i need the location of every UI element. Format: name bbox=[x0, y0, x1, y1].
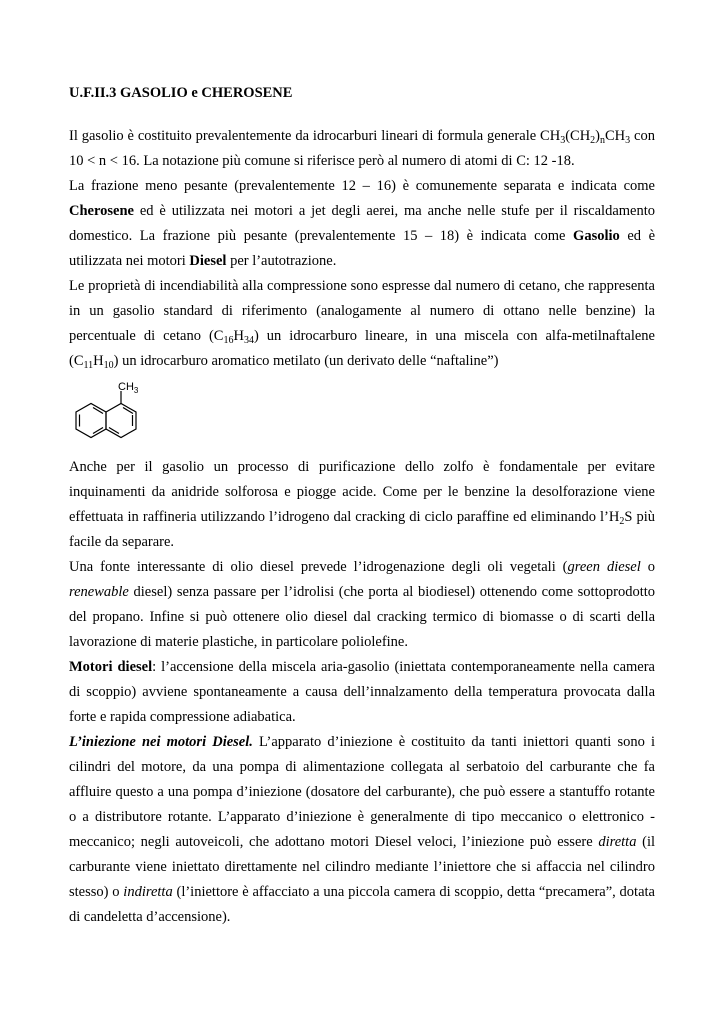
subscript: 3 bbox=[560, 135, 566, 146]
subscript: 16 bbox=[223, 335, 234, 346]
subscript: 3 bbox=[625, 135, 631, 146]
double-bond bbox=[93, 428, 103, 434]
methyl-label: $CH_3$ bbox=[118, 381, 139, 395]
paragraph-frazioni bbox=[69, 174, 655, 274]
text-run: diesel) senza passare per l’idrolisi (che porta al biodiesel) ottenendo come sottoprodotto del propano. Infine si può ottenere olio diesel dal cracking termico di biomasse o di scarti della lavorazione di materie plastiche, in particolare poliolefine. bbox=[69, 584, 655, 650]
bold-term: Diesel bbox=[189, 253, 227, 269]
benzene-ring-right bbox=[106, 404, 136, 438]
text-run: H bbox=[93, 353, 104, 369]
double-bond bbox=[109, 428, 119, 434]
text-run: o bbox=[640, 559, 655, 575]
bold-italic-term: L’iniezione nei motori Diesel. bbox=[69, 734, 253, 750]
text-run: La frazione meno pesante (prevalentemente 12 – 16) è comunemente separata e indicata come bbox=[69, 178, 655, 194]
section-title: U.F.II.3 GASOLIO e CHEROSENE bbox=[69, 85, 293, 101]
text-run: CH bbox=[605, 128, 626, 144]
text-run: S più facile da separare. bbox=[69, 509, 656, 550]
text-run: L’apparato d’iniezione è costituito da tanti iniettori quanti sono i cilindri del motore, da una pompa di alimentazione collegata al serbatoio del carburante che fa affluire questo a una pompa d’iniezione (dosatore del carburante), che può essere a stantuffo rotante o a distributore rotante. L’apparato d’iniezione è generalmente di tipo meccanico o elettronico - meccanico; negli autoveicoli, che adottano motori Diesel veloci, l’iniezione può essere bbox=[69, 734, 655, 850]
text-run: Le proprietà di incendiabilità alla compressione sono espresse dal numero di cetano, che rappresenta in un gasolio standard di riferimento (analogamente al numero di ottano nelle benzine) la percentuale di cetano (C bbox=[69, 278, 655, 344]
double-bond bbox=[93, 408, 103, 414]
subscript: 2 bbox=[590, 135, 596, 146]
text-run: ) un idrocarburo lineare, in una miscela con alfa-metilnaftalene (C bbox=[69, 328, 655, 369]
text-run: H bbox=[233, 328, 244, 344]
italic-term: indiretta bbox=[123, 884, 173, 900]
text-run: ed è utilizzata nei motori a jet degli aerei, ma anche nelle stufe per il riscaldamento domestico. La frazione più pesante (prevalentemente 15 – 18) è indicata come bbox=[69, 203, 655, 244]
subscript: 10 bbox=[103, 360, 114, 371]
text-run: Anche per il gasolio un processo di purificazione dello zolfo è fondamentale per evitare inquinamenti da anidride solforosa e piogge acide. Come per le benzine la desolforazione viene effettuata in raffineria utilizzando l’idrogeno dal cracking di ciclo paraffine ed eliminando l’H bbox=[69, 459, 655, 525]
double-bond bbox=[123, 408, 133, 414]
text-block-top bbox=[69, 124, 655, 374]
subscript: n bbox=[600, 135, 606, 146]
text-run: per l’autotrazione. bbox=[226, 253, 337, 269]
text-run: con 10 < n < 16. La notazione più comune si riferisce però al numero di atomi di C: 12 -18. bbox=[69, 128, 655, 169]
text-run: ) un idrocarburo aromatico metilato (un derivato delle “naftaline”) bbox=[113, 353, 499, 369]
paragraph-motori-diesel bbox=[69, 655, 655, 730]
bold-term: Gasolio bbox=[573, 228, 620, 244]
subscript: 11 bbox=[83, 360, 94, 371]
text-run: (CH bbox=[565, 128, 591, 144]
subscript: 34 bbox=[243, 335, 254, 346]
paragraph-iniezione bbox=[69, 730, 655, 930]
paragraph-green-diesel bbox=[69, 555, 655, 655]
text-run: (l’iniettore è affacciato a una piccola camera di scoppio, detta “precamera”, dotata di candeletta d’accensione). bbox=[69, 884, 655, 925]
text-run: : l’accensione della miscela aria-gasolio (iniettata contemporaneamente nella camera di scoppio) avviene spontaneamente a causa dell’innalzamento della temperatura provocata dalla forte e rapida compressione adiabatica. bbox=[69, 659, 655, 725]
text-run: (il carburante viene iniettato direttamente nel cilindro mediante l’iniettore che si affaccia nel cilindro stesso) o bbox=[69, 834, 655, 900]
benzene-ring-left bbox=[76, 404, 106, 438]
italic-term: diretta bbox=[598, 834, 637, 850]
text-block-bottom bbox=[69, 455, 655, 930]
paragraph-desolforazione bbox=[69, 455, 655, 555]
text-run: Una fonte interessante di olio diesel prevede l’idrogenazione degli oli vegetali ( bbox=[69, 559, 568, 575]
text-run: ) bbox=[595, 128, 601, 144]
methylnaphthalene-structure bbox=[66, 378, 156, 450]
bold-term: Motori diesel bbox=[69, 659, 153, 675]
paragraph-gasolio-formula bbox=[69, 124, 655, 174]
italic-term: green diesel bbox=[567, 559, 641, 575]
subscript: 2 bbox=[619, 516, 625, 527]
italic-term: renewable bbox=[69, 584, 129, 600]
text-run: Il gasolio è costituito prevalentemente da idrocarburi lineari di formula generale CH bbox=[69, 128, 561, 144]
bold-term: Cherosene bbox=[69, 203, 134, 219]
paragraph-cetano bbox=[69, 274, 655, 374]
text-run: ed è utilizzata nei motori bbox=[69, 228, 655, 269]
